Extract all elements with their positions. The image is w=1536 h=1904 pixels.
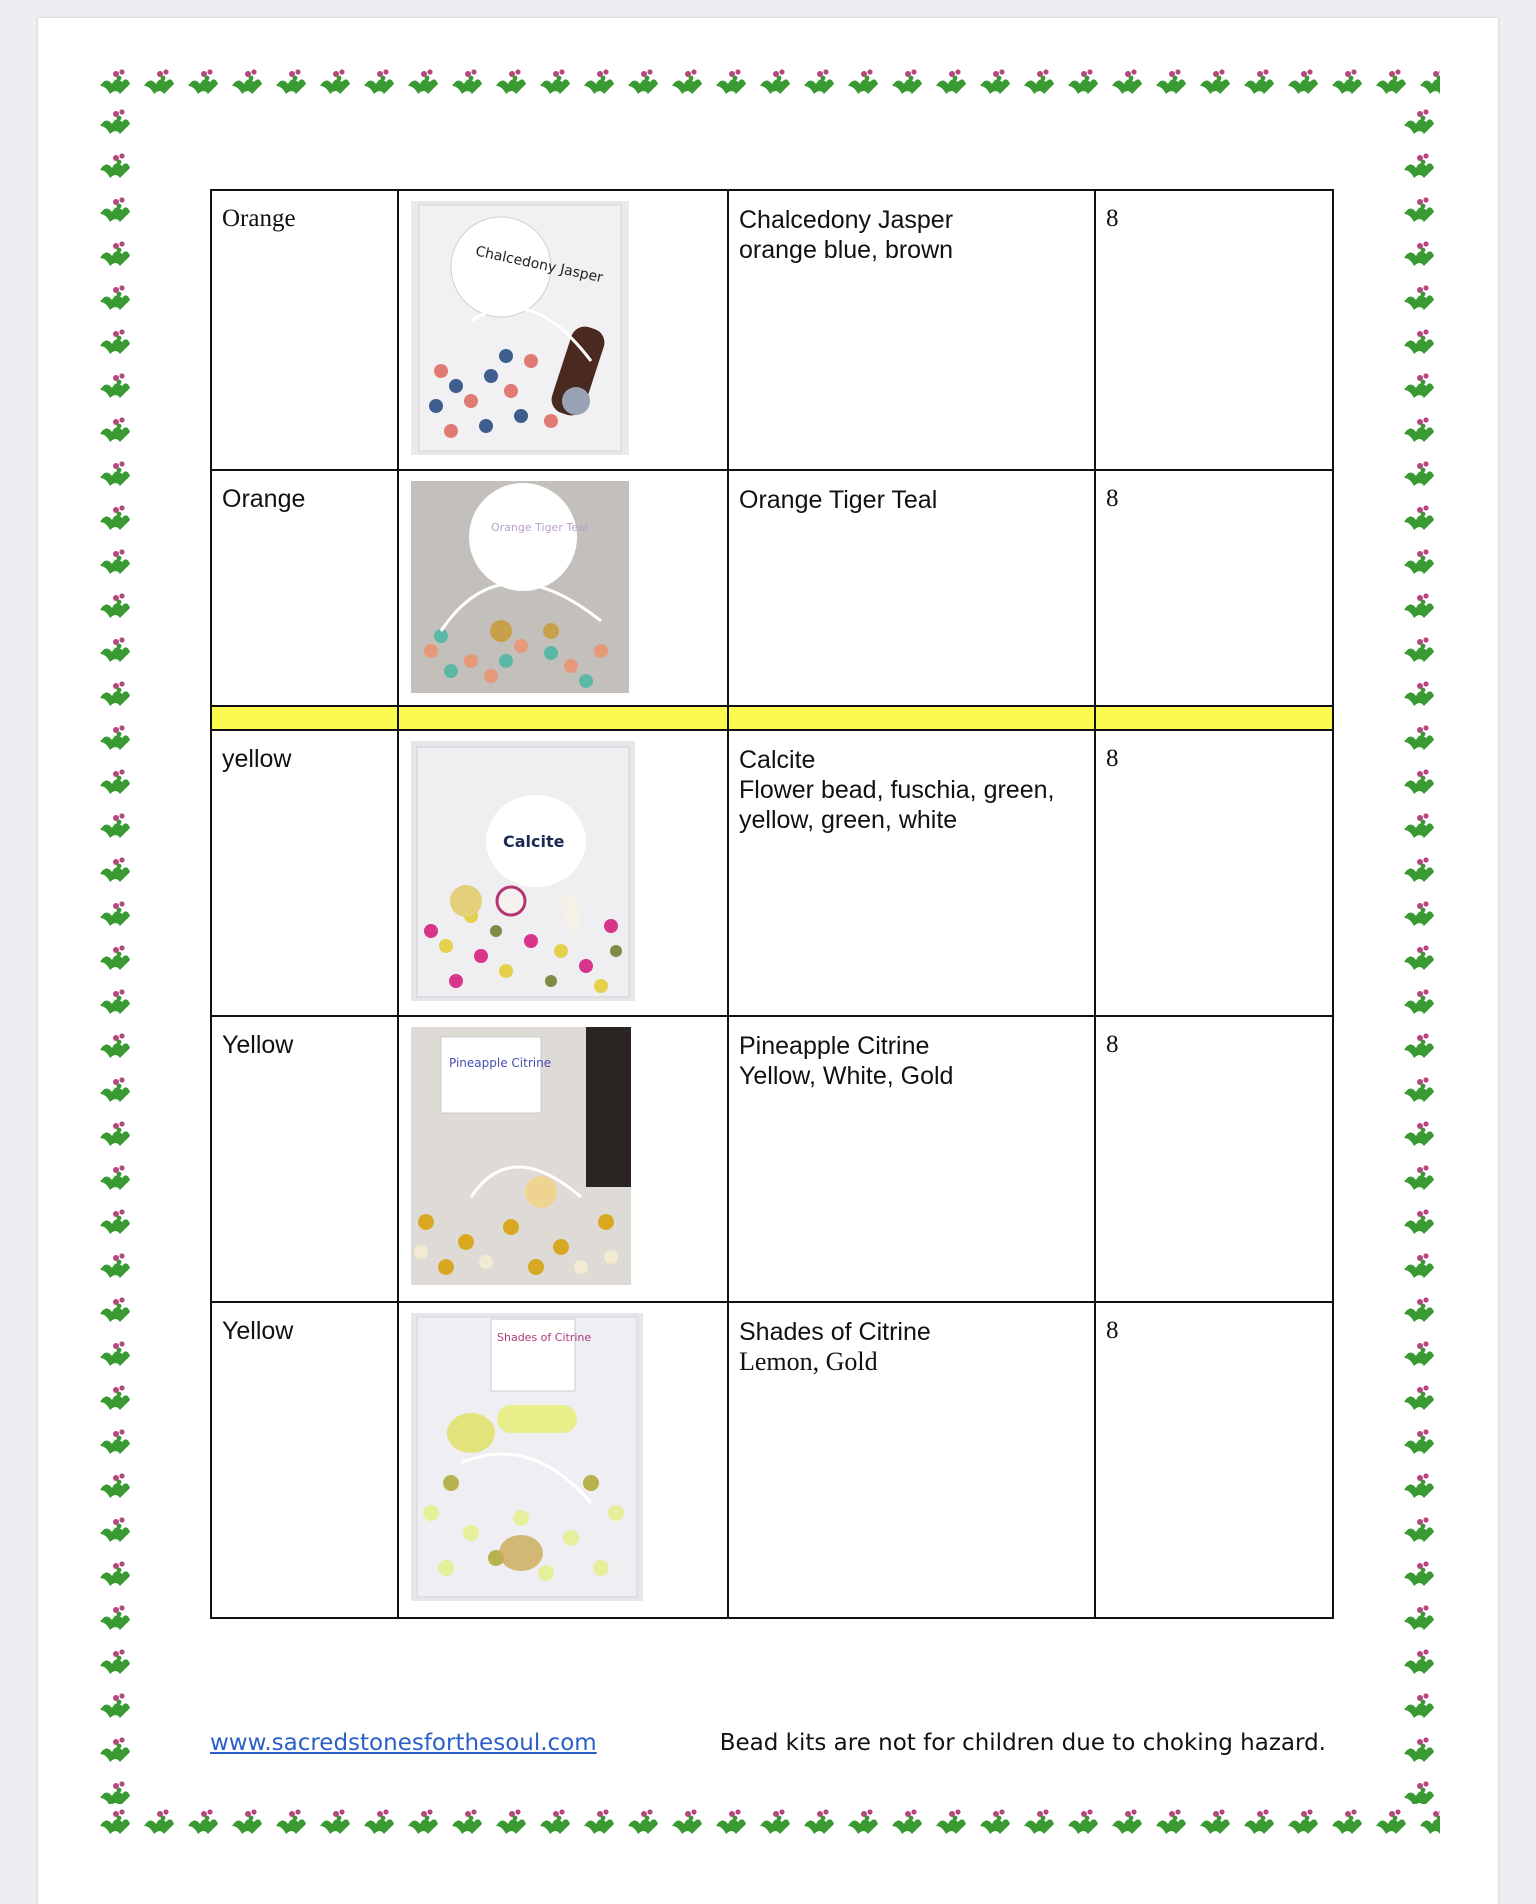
quantity-cell: 8 [1095,190,1333,470]
color-cell: yellow [211,730,398,1016]
table-row [211,1016,1333,1302]
kit-detail: Lemon, Gold [739,1347,878,1376]
kit-name: Orange Tiger Teal [739,486,938,514]
description-cell [728,1302,1095,1618]
description-cell [728,1016,1095,1302]
kit-name: Pineapple Citrine [739,1032,930,1060]
color-cell: Yellow [211,1302,398,1618]
bead-bag-photo [411,1027,631,1285]
photo-label: Calcite [503,832,565,851]
quantity-cell: 8 [1095,730,1333,1016]
bead-bag-photo [411,201,629,455]
description-cell [728,730,1095,1016]
description-cell [728,470,1095,706]
holly-border-bottom [96,1804,1440,1844]
holly-border-right [1400,104,1440,1804]
kit-detail: Flower bead, fuschia, green, yellow, green, white [739,776,1055,834]
kit-name: Chalcedony Jasper [739,206,954,234]
safety-note: Bead kits are not for children due to choking hazard. [719,1730,1326,1756]
holly-border-top [96,64,1440,104]
website-link[interactable]: www.sacredstonesforthesoul.com [210,1730,597,1756]
bead-bag-photo [411,1313,643,1601]
photo-cell [398,730,728,1016]
table-row [211,1302,1333,1618]
photo-label: Orange Tiger Teal [491,521,588,534]
kit-name: Calcite [739,746,816,774]
table-row [211,190,1333,470]
quantity-cell: 8 [1095,1302,1333,1618]
kit-name: Shades of Citrine [739,1318,931,1346]
highlight-row [211,706,1333,730]
color-cell: Yellow [211,1016,398,1302]
photo-label: Pineapple Citrine [449,1056,552,1070]
photo-cell [398,190,728,470]
kit-detail: orange blue, brown [739,236,954,264]
bead-kit-table [210,189,1334,1619]
quantity-cell: 8 [1095,1016,1333,1302]
photo-cell [398,1302,728,1618]
table-row [211,730,1333,1016]
color-cell: Orange [211,190,398,470]
bead-bag-photo [411,741,635,1001]
bead-bag-photo [411,481,629,693]
kit-detail: Yellow, White, Gold [739,1062,954,1090]
photo-cell [398,1016,728,1302]
photo-label: Shades of Citrine [497,1331,592,1344]
photo-label: Chalcedony Jasper [474,243,605,287]
color-cell: Orange [211,470,398,706]
photo-cell [398,470,728,706]
quantity-cell: 8 [1095,470,1333,706]
table-row [211,470,1333,706]
description-cell [728,190,1095,470]
holly-border-left [96,104,136,1804]
